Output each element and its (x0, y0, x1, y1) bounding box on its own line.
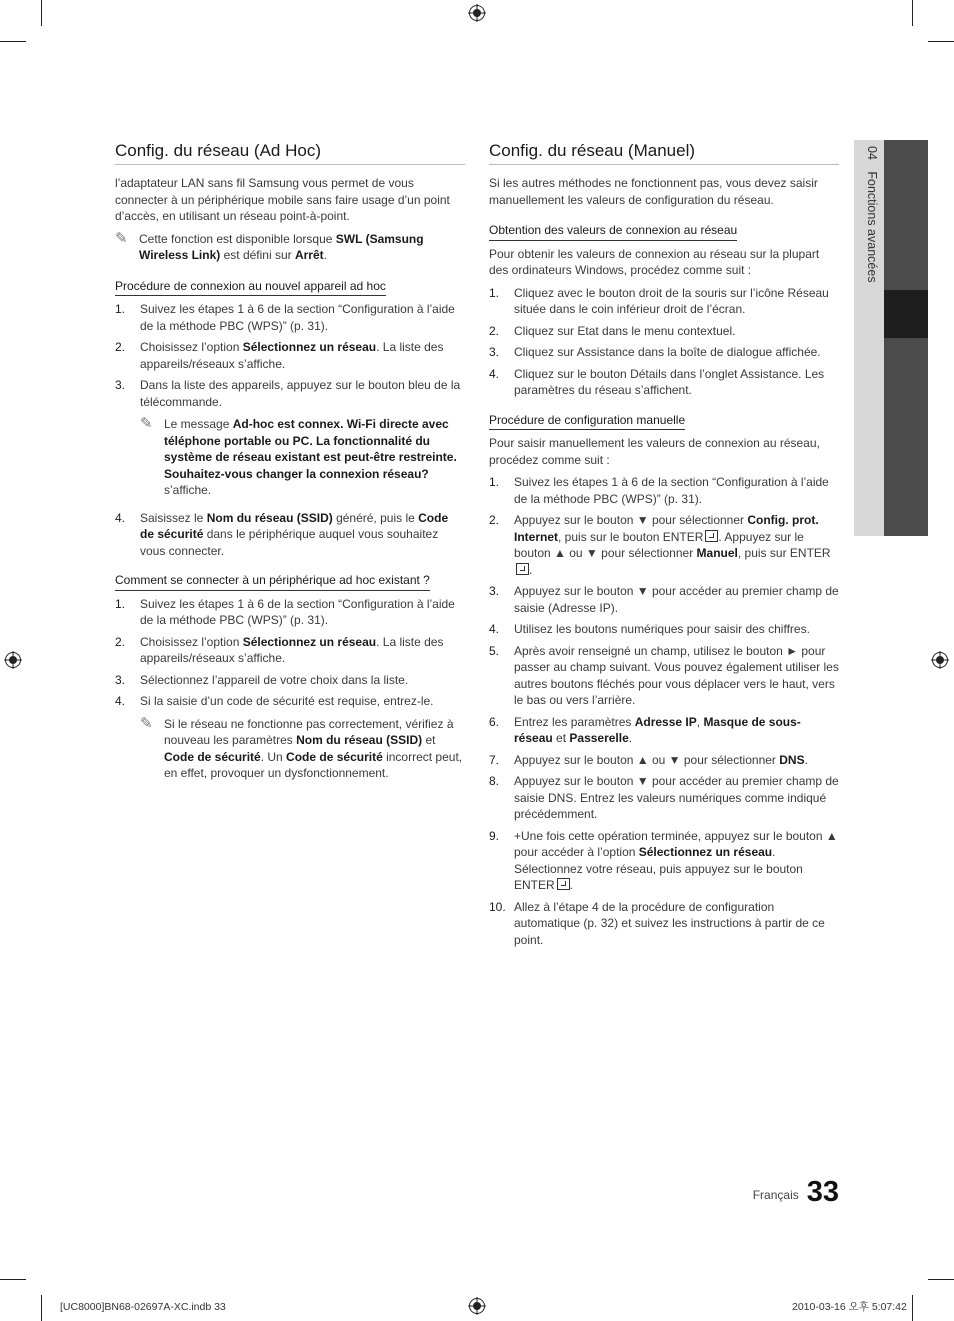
steps-manual-config (489, 474, 839, 948)
crop-mark (41, 0, 42, 26)
list-item: 8. Appuyez sur le bouton ▼ pour accéder au premier champ de saisie DNS. Entrez les valeurs numériques comme indiqué précédemment. (489, 774, 839, 821)
section-title-adhoc: Config. du réseau (Ad Hoc) (115, 140, 465, 165)
crop-mark (912, 0, 913, 26)
list-item: 3. Appuyez sur le bouton ▼ pour accéder au premier champ de saisie (Adresse IP). (489, 584, 839, 615)
registration-mark-icon (931, 651, 949, 669)
list-item: 3. Cliquez sur Assistance dans la boîte de dialogue affichée. (489, 345, 821, 359)
list-item: 3. Dans la liste des appareils, appuyez sur le bouton bleu de la télécommande. ✎ Le message Ad-hoc est connex. Wi-Fi directe avec téléphone portable ou PC. La fonctionnalité du système de réseau existant est peut-être restreinte. Souhaitez-vous changer la connexion réseau? s’affiche. (115, 377, 465, 505)
imprint-file: [UC8000]BN68-02697A-XC.indb 33 (60, 1301, 226, 1313)
page-language: Français (752, 1187, 799, 1202)
list-item: 4. Cliquez sur le bouton Détails dans l’onglet Assistance. Les paramètres du réseau s’affichent. (489, 366, 825, 397)
page-number: 33 (806, 1176, 839, 1208)
registration-mark-icon (468, 4, 486, 22)
crop-mark (0, 41, 26, 42)
crop-mark (928, 41, 954, 42)
enter-return-icon (516, 563, 529, 575)
crop-mark (912, 1295, 913, 1321)
list-item: 10. Allez à l’étape 4 de la procédure de configuration automatique (p. 32) et suivez les instructions à partir de ce point. (489, 899, 825, 947)
sidebar-dark-band (884, 140, 928, 536)
pencil-note-icon: ✎ (115, 229, 128, 247)
list-item: 1. Cliquez avec le bouton droit de la souris sur l’icône Réseau située dans le coin inférieur droit de l’écran. (489, 285, 829, 316)
crop-mark (0, 1279, 26, 1280)
registration-mark-icon (468, 1297, 486, 1315)
list-item: 4. Saisissez le Nom du réseau (SSID) généré, puis le Code de sécurité dans le périphérique auquel vous souhaitez vous connecter. (115, 510, 449, 558)
pencil-note-icon: ✎ (140, 415, 153, 432)
adhoc-intro: l’adaptateur LAN sans fil Samsung vous permet de vous connecter à un périphérique mobile sans faire usage d’un point d’accès, en utilisant un réseau point-à-point. (115, 176, 450, 223)
crop-mark (928, 1279, 954, 1280)
list-item: 2. Cliquez sur Etat dans le menu contextuel. (489, 323, 736, 338)
list-item: 4. Si la saisie d’un code de sécurité est requise, entrez-le. ✎ Si le réseau ne fonctionne pas correctement, vérifiez à nouveau les paramètres Nom du réseau (SSID) et Code de sécurité. Un Code de sécurité incorrect peut, en effet, provoquer un dysfonctionnement. (115, 693, 465, 788)
section-title-manual: Config. du réseau (Manuel) (489, 140, 839, 165)
note: ✎ Si le réseau ne fonctionne pas correctement, vérifiez à nouveau les paramètres Nom du réseau (SSID) et Code de sécurité. Un Code de sécurité incorrect peut, en effet, provoquer un dysfonctionnement. (140, 714, 463, 780)
steps-new-adhoc (115, 301, 465, 559)
steps-existing-adhoc (115, 596, 465, 788)
imprint-datetime: 2010-03-16 오후 5:07:42 (792, 1301, 907, 1313)
enter-return-icon (705, 530, 718, 542)
list-item: 4. Utilisez les boutons numériques pour saisir des chiffres. (489, 622, 810, 636)
list-item: 1. Suivez les étapes 1 à 6 de la section “Configuration à l’aide de la méthode PBC (WPS)” (p. 31). (115, 302, 455, 333)
get-values-intro: Pour obtenir les valeurs de connexion au réseau sur la plupart des ordinateurs Windows, procédez comme suit : (489, 246, 820, 277)
pencil-note-icon: ✎ (140, 714, 153, 732)
list-item: 2. Choisissez l’option Sélectionnez un réseau. La liste des appareils/réseaux s’affiche. (115, 634, 444, 665)
chapter-number: 04 (865, 146, 879, 160)
registration-mark-icon (4, 651, 22, 669)
manual-intro: Si les autres méthodes ne fonctionnent pas, vous devez saisir manuellement les valeurs de configuration du réseau. (489, 176, 818, 207)
right-column (489, 136, 839, 953)
chapter-label (858, 146, 880, 526)
note: ✎ Cette fonction est disponible lorsque SWL (Samsung Wireless Link) est défini sur Arrêt. (115, 229, 424, 262)
subheading-get-values: Obtention des valeurs de connexion au réseau (489, 222, 737, 241)
left-column (115, 136, 465, 793)
list-item: 7. Appuyez sur le bouton ▲ ou ▼ pour sélectionner DNS. (489, 752, 808, 767)
chapter-sidebar (854, 140, 928, 536)
list-item: 1. Suivez les étapes 1 à 6 de la section “Configuration à l’aide de la méthode PBC (WPS)” (p. 31). (489, 475, 829, 506)
subheading-manual-config: Procédure de configuration manuelle (489, 412, 685, 431)
manual-config-intro: Pour saisir manuellement les valeurs de connexion au réseau, procédez comme suit : (489, 436, 820, 467)
chapter-title: Fonctions avancées (865, 171, 879, 283)
list-item: 2. Appuyez sur le bouton ▼ pour sélectionner Config. prot. Internet, puis sur le bouton ENTER . Appuyez sur le bouton ▲ ou ▼ pour sélectionner Manuel, puis sur ENTER. (489, 513, 831, 577)
crop-mark (41, 1295, 42, 1321)
list-item: 2. Choisissez l’option Sélectionnez un réseau. La liste des appareils/réseaux s’affiche. (115, 340, 444, 371)
subheading-new-adhoc: Procédure de connexion au nouvel appareil ad hoc (115, 278, 386, 297)
sidebar-active-tab (884, 290, 928, 338)
note: ✎ Le message Ad-hoc est connex. Wi-Fi directe avec téléphone portable ou PC. La fonctionnalité du système de réseau existant est peut-être restreinte. Souhaitez-vous changer la connexion réseau? s’affiche. (140, 415, 457, 497)
enter-return-icon (557, 878, 570, 890)
list-item: 3. Sélectionnez l’appareil de votre choix dans la liste. (115, 672, 409, 687)
list-item: 6. Entrez les paramètres Adresse IP, Masque de sous-réseau et Passerelle. (489, 714, 801, 745)
steps-get-values (489, 285, 839, 399)
page-footer (753, 1176, 839, 1208)
list-item: 1. Suivez les étapes 1 à 6 de la section “Configuration à l’aide de la méthode PBC (WPS)” (p. 31). (115, 596, 455, 627)
subheading-existing-adhoc: Comment se connecter à un périphérique ad hoc existant ? (115, 572, 430, 591)
list-item: 5. Après avoir renseigné un champ, utilisez le bouton ► pour passer au champ suivant. Vous pouvez également utiliser les autres boutons fléchés pour vous déplacer vers le haut, vers le bas ou vers l’arrière. (489, 643, 839, 707)
list-item: 9. +Une fois cette opération terminée, appuyez sur le bouton ▲ pour accéder à l’option Sélectionnez un réseau. Sélectionnez votre réseau, puis appuyez sur le bouton ENTER . (489, 828, 838, 892)
